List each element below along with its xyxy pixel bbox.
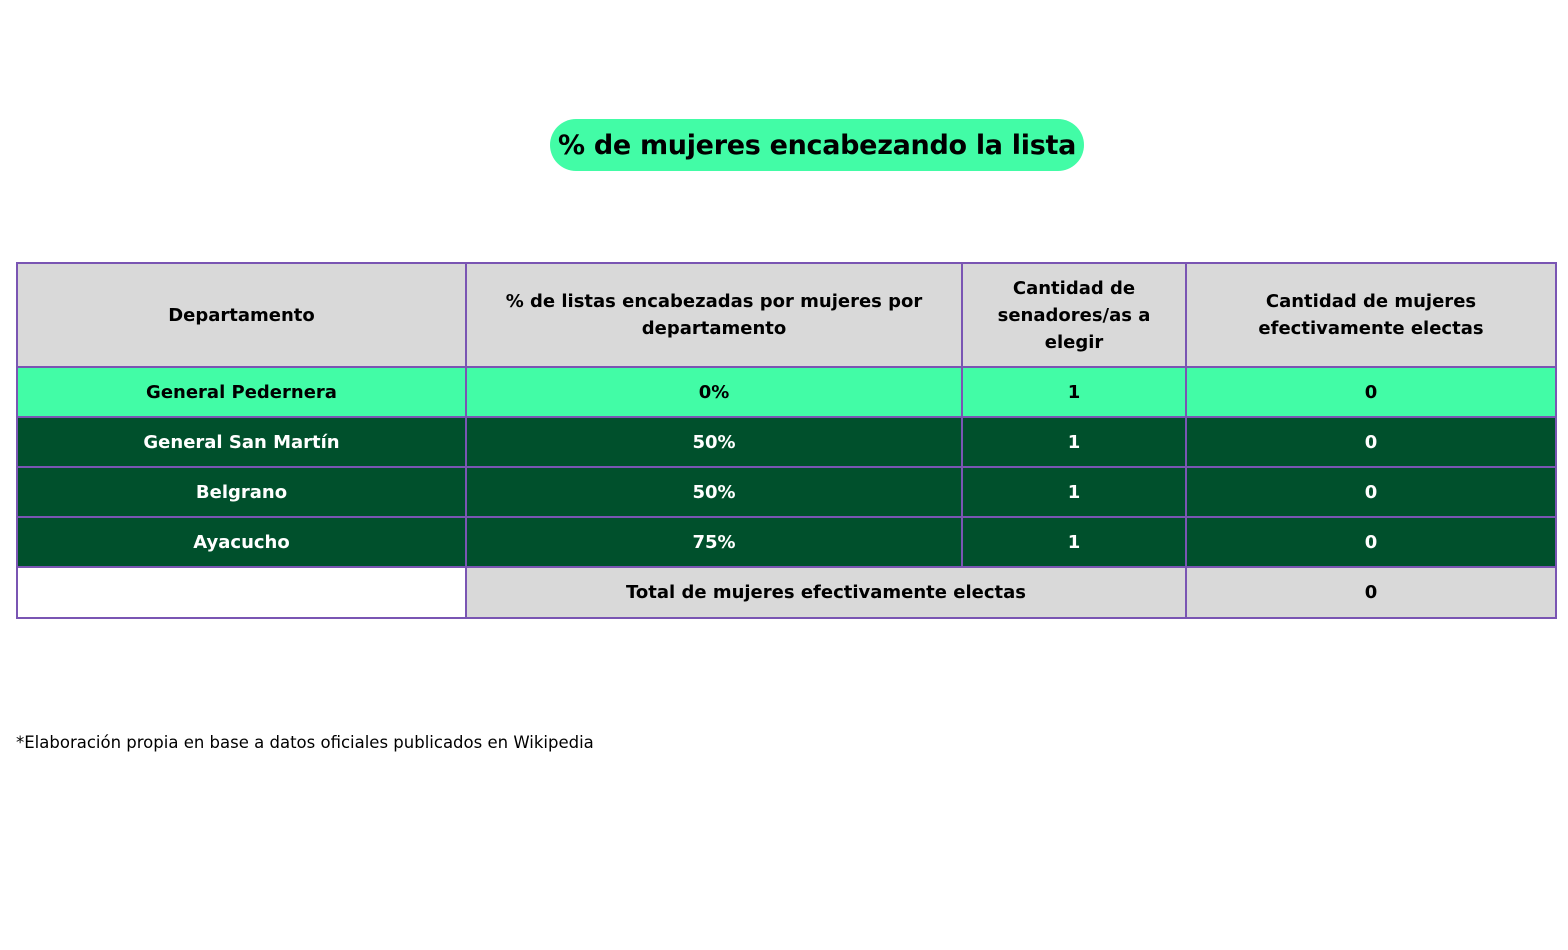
table-row [17, 517, 1556, 567]
cell-departamento: General San Martín [17, 417, 466, 467]
cell-porcentaje: 50% [466, 417, 962, 467]
total-row [17, 567, 1556, 618]
cell-senadores: 1 [962, 367, 1186, 417]
cell-departamento: Ayacucho [17, 517, 466, 567]
cell-mujeres: 0 [1186, 417, 1556, 467]
cell-mujeres: 0 [1186, 367, 1556, 417]
cell-porcentaje: 0% [466, 367, 962, 417]
cell-senadores: 1 [962, 517, 1186, 567]
cell-senadores: 1 [962, 417, 1186, 467]
header-departamento: Departamento [17, 263, 466, 367]
table-row [17, 417, 1556, 467]
cell-senadores: 1 [962, 467, 1186, 517]
total-value: 0 [1186, 567, 1556, 618]
table-header-row [17, 263, 1556, 367]
footnote: *Elaboración propia en base a datos oficiales publicados en Wikipedia [16, 733, 594, 752]
table-row [17, 467, 1556, 517]
total-label: Total de mujeres efectivamente electas [466, 567, 1186, 618]
total-blank-cell [17, 567, 466, 618]
cell-departamento: Belgrano [17, 467, 466, 517]
page-title: % de mujeres encabezando la lista [550, 119, 1084, 171]
header-mujeres: Cantidad de mujeres efectivamente electas [1186, 263, 1556, 367]
cell-mujeres: 0 [1186, 467, 1556, 517]
cell-mujeres: 0 [1186, 517, 1556, 567]
cell-porcentaje: 75% [466, 517, 962, 567]
header-porcentaje: % de listas encabezadas por mujeres por departamento [466, 263, 962, 367]
header-senadores: Cantidad de senadores/as a elegir [962, 263, 1186, 367]
table-row [17, 367, 1556, 417]
data-table [16, 262, 1557, 619]
cell-porcentaje: 50% [466, 467, 962, 517]
cell-departamento: General Pedernera [17, 367, 466, 417]
